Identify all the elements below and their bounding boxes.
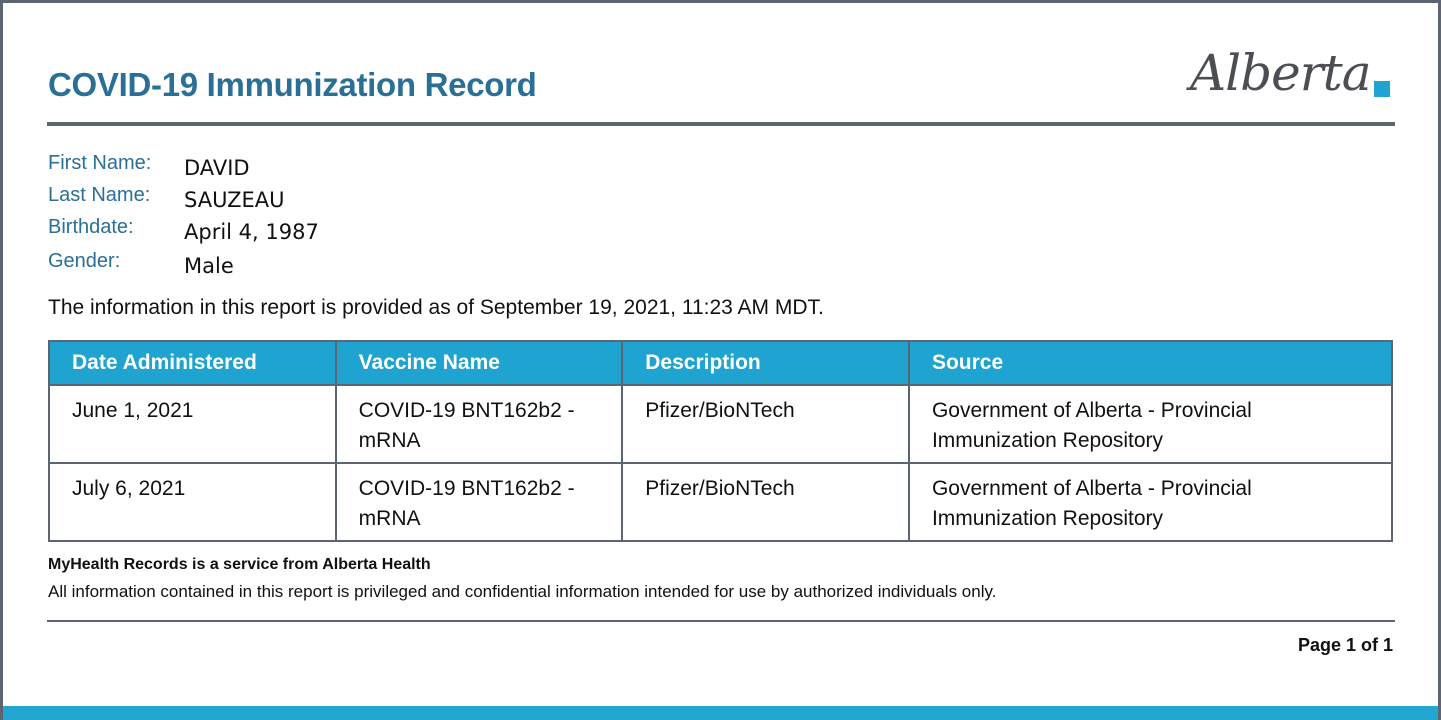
- column-header-source: Source: [909, 341, 1392, 385]
- gender-label: Gender:: [48, 250, 121, 272]
- report-as-of-text: The information in this report is provided as of September 19, 2021, 11:23 AM MDT.: [48, 296, 824, 319]
- column-header-vaccine: Vaccine Name: [336, 341, 623, 385]
- column-header-date: Date Administered: [49, 341, 336, 385]
- alberta-logo-text: Alberta: [1190, 44, 1371, 102]
- immunization-table: [48, 340, 1393, 542]
- cell-source: Government of Alberta - Provincial Immunization Repository: [909, 463, 1392, 541]
- first-name-label: First Name:: [48, 152, 152, 174]
- confidentiality-notice: All information contained in this report is privileged and confidential information intended for use by authorized individuals only.: [48, 582, 997, 601]
- header-divider: [47, 122, 1395, 126]
- birthdate-label: Birthdate:: [48, 216, 134, 238]
- table-row: [49, 385, 1392, 463]
- gender-value: Male: [184, 254, 234, 278]
- birthdate-value: April 4, 1987: [184, 220, 319, 244]
- table-header-row: [49, 341, 1392, 385]
- document-title: COVID-19 Immunization Record: [48, 66, 537, 103]
- alberta-logo: [1186, 44, 1396, 114]
- last-name-label: Last Name:: [48, 184, 151, 206]
- column-header-description: Description: [622, 341, 909, 385]
- cell-date: June 1, 2021: [49, 385, 336, 463]
- cell-vaccine: COVID-19 BNT162b2 - mRNA: [336, 385, 623, 463]
- service-statement: MyHealth Records is a service from Alberta Health: [48, 556, 431, 573]
- cell-description: Pfizer/BioNTech: [622, 463, 909, 541]
- first-name-value: DAVID: [184, 156, 250, 180]
- page-number: Page 1 of 1: [1297, 635, 1393, 655]
- cell-vaccine: COVID-19 BNT162b2 - mRNA: [336, 463, 623, 541]
- last-name-value: SAUZEAU: [184, 188, 285, 212]
- table-row: [49, 463, 1392, 541]
- footer-divider: [47, 620, 1395, 622]
- cell-source: Government of Alberta - Provincial Immunization Repository: [909, 385, 1392, 463]
- cell-date: July 6, 2021: [49, 463, 336, 541]
- alberta-logo-square-icon: [1374, 81, 1390, 97]
- cell-description: Pfizer/BioNTech: [622, 385, 909, 463]
- bottom-accent-bar: [3, 706, 1438, 720]
